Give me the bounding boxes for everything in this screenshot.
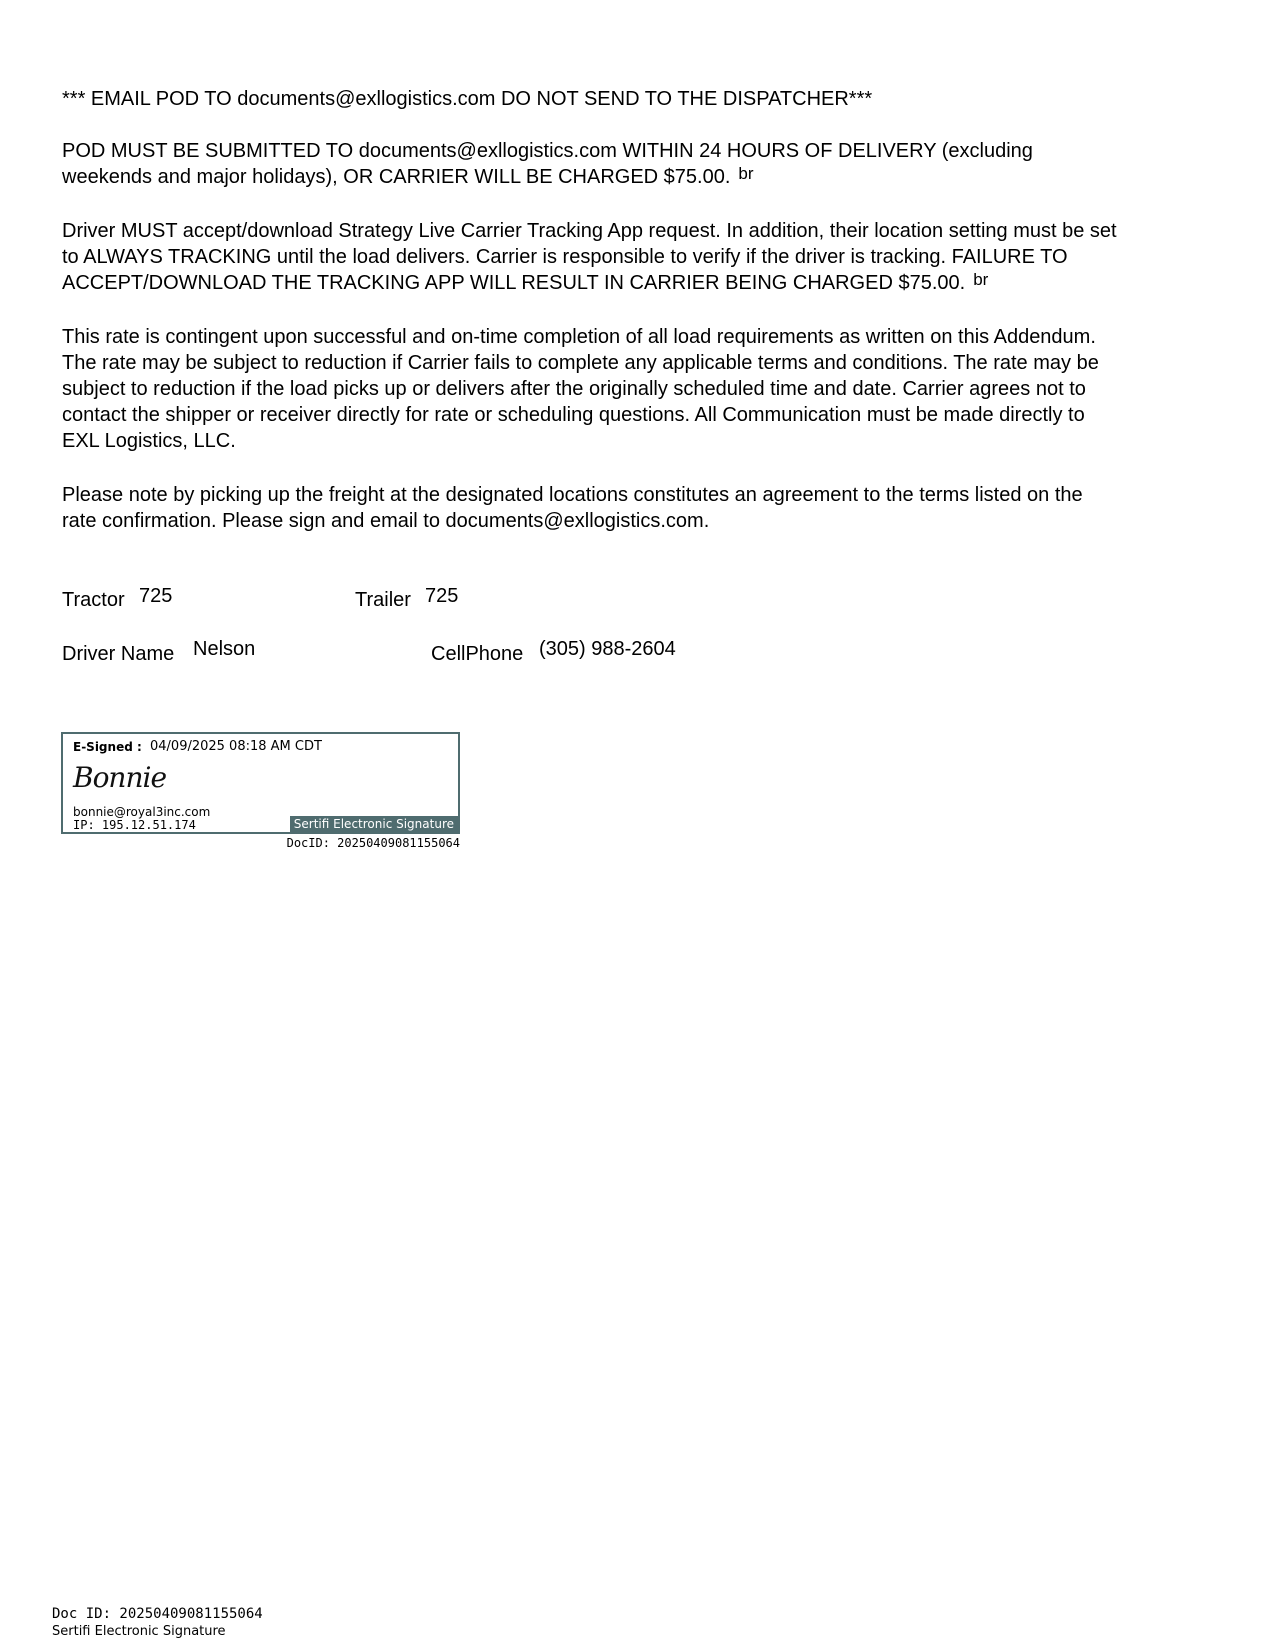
signer-ip: IP: 195.12.51.174 — [73, 818, 196, 832]
email-pod-notice — [62, 86, 1222, 112]
paragraph-line — [62, 164, 1222, 191]
paragraph-line: to ALWAYS TRACKING until the load delivers. Carrier is responsible to verify if the driver is tracking. FAILURE TO — [62, 246, 1068, 268]
paragraph-line: POD MUST BE SUBMITTED TO documents@exllogistics.com WITHIN 24 HOURS OF DELIVERY (excluding — [62, 140, 1033, 162]
signature-docid: DocID: 20250409081155064 — [286, 836, 460, 850]
paragraph-line: Driver MUST accept/download Strategy Live Carrier Tracking App request. In addition, their location setting must be set — [62, 220, 1117, 242]
sertifi-brand-badge: Sertifi Electronic Signature — [290, 816, 458, 832]
tractor-label: Tractor — [62, 589, 125, 611]
trailer-label: Trailer — [355, 589, 411, 611]
rate-terms-paragraph — [62, 324, 1222, 454]
agreement-paragraph — [62, 482, 1222, 534]
paragraph-line — [62, 270, 1222, 297]
paragraph-line: rate confirmation. Please sign and email to documents@exllogistics.com. — [62, 510, 710, 532]
footer-brand: Sertifi Electronic Signature — [52, 1624, 226, 1639]
cellphone-value: (305) 988-2604 — [539, 638, 676, 660]
cellphone-label: CellPhone — [431, 643, 524, 665]
paragraph-text: weekends and major holidays), OR CARRIER WILL BE CHARGED $75.00. — [62, 166, 731, 188]
tracking-app-paragraph — [62, 218, 1222, 297]
signature-name: Bonnie — [73, 761, 167, 794]
driver-name-value: Nelson — [193, 638, 256, 660]
paragraph-text: ACCEPT/DOWNLOAD THE TRACKING APP WILL RESULT IN CARRIER BEING CHARGED $75.00. — [62, 272, 966, 294]
paragraph-line: The rate may be subject to reduction if Carrier fails to complete any applicable terms and conditions. The rate may be — [62, 352, 1099, 374]
trailer-value: 725 — [425, 585, 459, 607]
footer-docid: Doc ID: 20250409081155064 — [52, 1606, 263, 1622]
paragraph-line: subject to reduction if the load picks up or delivers after the originally scheduled time and date. Carrier agrees not to — [62, 378, 1086, 400]
form-mark: br — [973, 270, 989, 289]
paragraph-line: Please note by picking up the freight at the designated locations constitutes an agreement to the terms listed on the — [62, 484, 1083, 506]
pod-deadline-paragraph — [62, 138, 1222, 191]
esigned-datetime: 04/09/2025 08:18 AM CDT — [150, 739, 322, 754]
form-mark: br — [738, 164, 754, 183]
paragraph-line: This rate is contingent upon successful and on-time completion of all load requirements as written on this Addendum. — [62, 326, 1096, 348]
tractor-value: 725 — [139, 585, 173, 607]
signer-email: bonnie@royal3inc.com — [73, 805, 211, 819]
paragraph-line: EXL Logistics, LLC. — [62, 430, 236, 452]
paragraph-line: contact the shipper or receiver directly for rate or scheduling questions. All Communication must be made directly to — [62, 404, 1085, 426]
e-signature-box — [61, 732, 460, 834]
driver-name-label: Driver Name — [62, 643, 175, 665]
notice-line: *** EMAIL POD TO documents@exllogistics.com DO NOT SEND TO THE DISPATCHER*** — [62, 88, 873, 110]
esigned-label: E-Signed : — [73, 740, 142, 754]
